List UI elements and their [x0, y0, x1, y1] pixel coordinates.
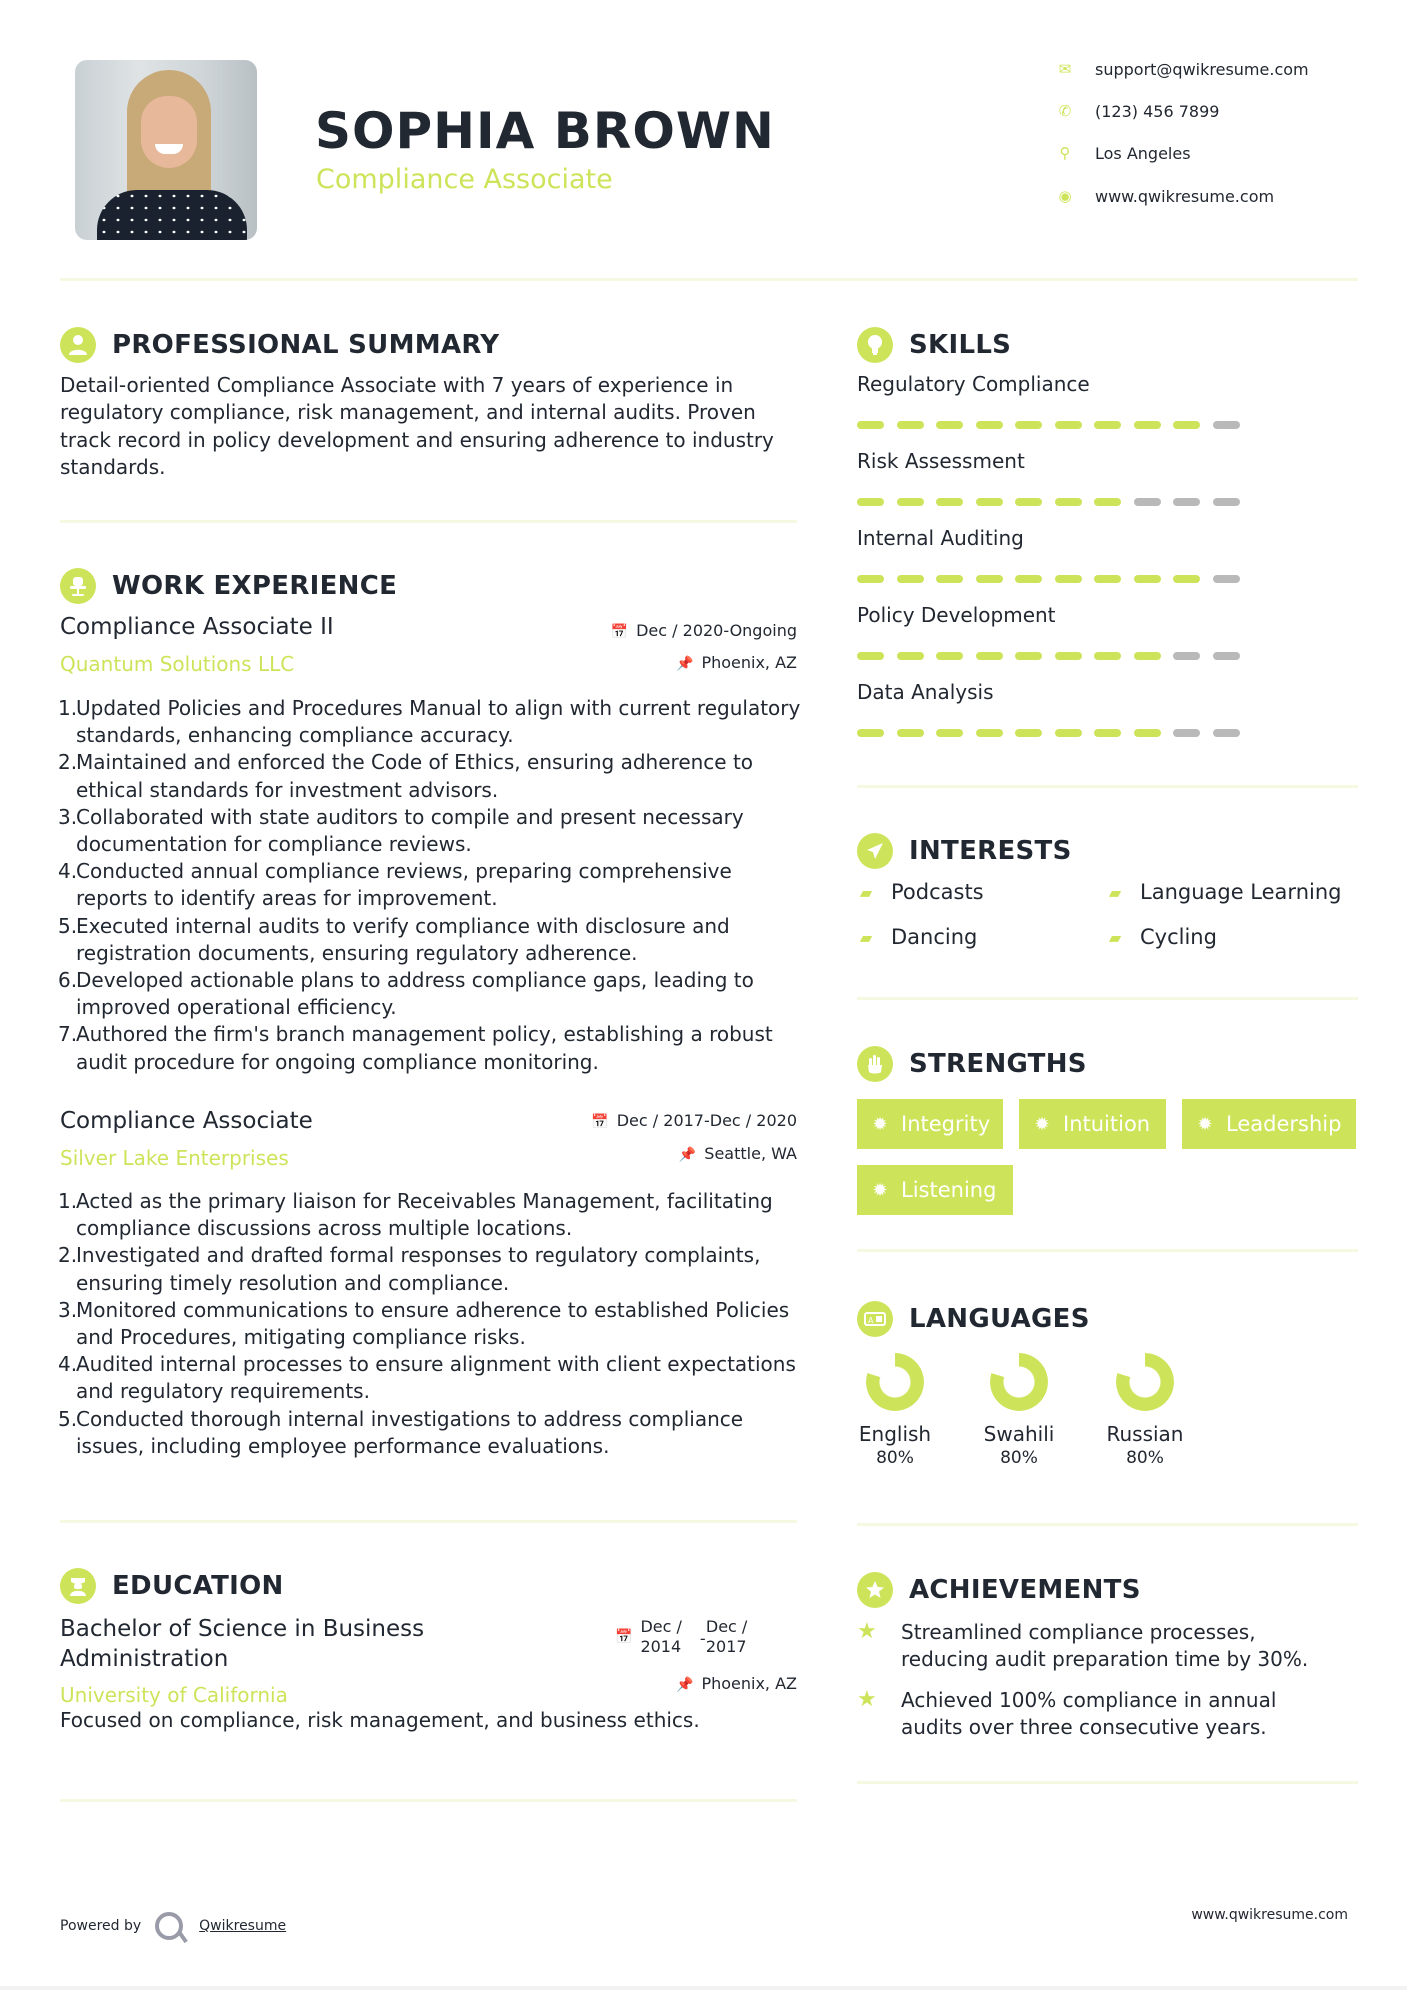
- powered-by-label: Powered by: [60, 1918, 142, 1934]
- skills-title: SKILLS: [909, 330, 1012, 360]
- language-percent: 80%: [1126, 1448, 1164, 1468]
- language-name: Russian: [1106, 1422, 1184, 1446]
- summary-title: PROFESSIONAL SUMMARY: [112, 330, 500, 360]
- education-divider: [60, 1799, 797, 1802]
- skill-dash-filled: [897, 498, 924, 506]
- language-item: [964, 1353, 1074, 1468]
- skill-dash-filled: [1015, 652, 1042, 660]
- skill-dash-filled: [857, 652, 884, 660]
- duty-item: 1. Acted as the primary liaison for Receivables Management, facilitating compliance discussions across multiple locations.: [58, 1189, 773, 1241]
- contact-location: [1054, 141, 1191, 165]
- badge-icon: ✹: [872, 1179, 888, 1201]
- pushpin-icon: 📌: [676, 1677, 694, 1693]
- skill-bar: [857, 575, 1240, 583]
- phone-icon: ✆: [1058, 102, 1072, 120]
- job-title: Compliance Associate: [60, 1108, 313, 1134]
- experience-title: WORK EXPERIENCE: [112, 571, 398, 601]
- skill-dash-filled: [857, 421, 884, 429]
- contact-phone[interactable]: [1054, 99, 1219, 123]
- education-title: EDUCATION: [112, 1571, 284, 1601]
- duty-item: 6. Developed actionable plans to address compliance gaps, leading to improved operational efficiency.: [58, 968, 754, 1020]
- skill-dash-filled: [1055, 421, 1082, 429]
- skill-dash-filled: [897, 421, 924, 429]
- degree-line-1: Bachelor of Science in Business: [60, 1616, 425, 1642]
- skill-dash-filled: [1134, 729, 1161, 737]
- translate-icon: [857, 1301, 893, 1337]
- skill-dash-empty: [1173, 729, 1200, 737]
- achievements-heading: [857, 1570, 1141, 1610]
- job-dates-text: Dec / 2017-Dec / 2020: [616, 1111, 797, 1130]
- summary-heading: [60, 325, 499, 365]
- skill-dash-empty: [1173, 498, 1200, 506]
- book-icon: ▰: [1108, 927, 1122, 947]
- graduate-icon: [60, 1568, 96, 1604]
- qwikresume-link[interactable]: Qwikresume: [199, 1918, 287, 1934]
- language-item: [1090, 1353, 1200, 1468]
- education-start: Dec / 2014: [640, 1617, 682, 1656]
- skill-dash-filled: [1134, 652, 1161, 660]
- language-progress-ring: [866, 1353, 924, 1411]
- skill-dash-filled: [936, 729, 963, 737]
- language-percent: 80%: [876, 1448, 914, 1468]
- skill-dash-filled: [976, 421, 1003, 429]
- skill-dash-filled: [1094, 652, 1121, 660]
- job-location: [679, 1144, 797, 1163]
- duty-item: 3. Monitored communications to ensure adherence to established Policies and Procedures, mitigating compliance risks.: [58, 1297, 790, 1350]
- skill-dash-empty: [1134, 498, 1161, 506]
- skill-dash-filled: [936, 575, 963, 583]
- job-dates: [591, 1111, 797, 1130]
- skill-dash-filled: [897, 652, 924, 660]
- skill-dash-filled: [1015, 575, 1042, 583]
- job-location-text: Seattle, WA: [704, 1144, 797, 1163]
- skill-dash-filled: [1055, 575, 1082, 583]
- skill-dash-filled: [936, 421, 963, 429]
- qwikresume-logo-icon: [155, 1912, 183, 1940]
- contact-email-text[interactable]: support@qwikresume.com: [1095, 59, 1309, 79]
- duty-item: 3. Collaborated with state auditors to compile and present necessary documentation for compliance reviews.: [58, 804, 744, 857]
- book-icon: ▰: [1108, 882, 1122, 902]
- skill-dash-empty: [1213, 729, 1240, 737]
- achievements-title: ACHIEVEMENTS: [909, 1575, 1141, 1605]
- job-location: [676, 653, 797, 672]
- globe-icon: ◉: [1058, 187, 1072, 205]
- job-dates: [611, 621, 797, 640]
- job-duties-list: [58, 695, 803, 1076]
- book-icon: ▰: [859, 927, 873, 947]
- language-name: English: [858, 1422, 932, 1446]
- degree-title: [60, 1614, 424, 1674]
- page-bottom-edge: [0, 1986, 1407, 1990]
- strengths-title: STRENGTHS: [909, 1049, 1087, 1079]
- contact-email[interactable]: [1054, 57, 1309, 81]
- skills-divider: [857, 785, 1358, 788]
- duty-item: 5. Conducted thorough internal investigations to address compliance issues, including employee performance evaluations.: [58, 1406, 744, 1458]
- shooting-star-icon: ★: [857, 1619, 877, 1644]
- skill-dash-filled: [936, 652, 963, 660]
- job-location-text: Phoenix, AZ: [701, 653, 797, 672]
- interest-item: ▰ Podcasts: [857, 880, 984, 904]
- candidate-name: SOPHIA BROWN: [315, 102, 775, 160]
- interests-divider: [857, 997, 1358, 1000]
- contact-website-text[interactable]: www.qwikresume.com: [1095, 186, 1275, 206]
- duty-item: 5. Executed internal audits to verify compliance with disclosure and registration documents, ensuring regulatory adherence.: [58, 913, 730, 965]
- education-description: Focused on compliance, risk management, and business ethics.: [60, 1708, 700, 1732]
- badge-icon: ✹: [1034, 1113, 1050, 1135]
- experience-divider: [60, 1520, 797, 1523]
- skill-label: Regulatory Compliance: [857, 372, 1090, 396]
- skill-dash-filled: [1094, 729, 1121, 737]
- skill-dash-filled: [976, 729, 1003, 737]
- contact-phone-text[interactable]: (123) 456 7899: [1095, 101, 1220, 121]
- skill-dash-filled: [857, 498, 884, 506]
- skill-dash-filled: [1134, 575, 1161, 583]
- paper-plane-icon: [857, 833, 893, 869]
- user-icon: [60, 327, 96, 363]
- skill-dash-filled: [1015, 421, 1042, 429]
- experience-heading: [60, 566, 397, 606]
- skills-heading: [857, 325, 1011, 365]
- language-percent: 80%: [1000, 1448, 1038, 1468]
- skill-label: Data Analysis: [857, 680, 994, 704]
- skill-dash-filled: [1055, 498, 1082, 506]
- strengths-divider: [857, 1249, 1358, 1252]
- skill-dash-empty: [1213, 652, 1240, 660]
- duty-item: 7. Authored the firm's branch management policy, establishing a robust audit procedure for ongoing compliance monitoring.: [58, 1022, 773, 1074]
- location-pin-icon: ⚲: [1059, 144, 1071, 162]
- education-end: - Dec / 2017: [699, 1617, 748, 1656]
- skill-dash-filled: [897, 575, 924, 583]
- achievement-item: ★ Achieved 100% compliance in annual audits over three consecutive years.: [857, 1687, 1277, 1739]
- education-location: [676, 1674, 797, 1693]
- powered-by: [60, 1912, 286, 1940]
- languages-divider: [857, 1523, 1358, 1526]
- company-name: Quantum Solutions LLC: [60, 652, 295, 676]
- achievement-item: ★ Streamlined compliance processes, reducing audit preparation time by 30%.: [857, 1619, 1309, 1671]
- hand-icon: [857, 1046, 893, 1082]
- photo-shirt: [97, 190, 247, 240]
- skill-bar: [857, 498, 1240, 506]
- skill-dash-filled: [1094, 421, 1121, 429]
- skill-dash-filled: [976, 498, 1003, 506]
- photo-face: [141, 96, 197, 168]
- skill-dash-empty: [1213, 498, 1240, 506]
- lightbulb-icon: [857, 327, 893, 363]
- skill-dash-filled: [1173, 575, 1200, 583]
- job-title: Compliance Associate II: [60, 614, 334, 640]
- interests-title: INTERESTS: [909, 836, 1072, 866]
- language-progress-ring: [990, 1353, 1048, 1411]
- skill-label: Risk Assessment: [857, 449, 1025, 473]
- duty-item: 4. Conducted annual compliance reviews, preparing comprehensive reports to identify areas for improvement.: [58, 859, 732, 911]
- book-icon: ▰: [859, 882, 873, 902]
- badge-icon: ✹: [1197, 1113, 1213, 1135]
- languages-heading: [857, 1299, 1090, 1339]
- skill-dash-filled: [1094, 498, 1121, 506]
- strength-chip: ✹ Listening: [857, 1165, 1013, 1215]
- interest-item: ▰ Dancing: [857, 925, 977, 949]
- strength-chip: ✹ Intuition: [1019, 1099, 1166, 1149]
- envelope-icon: ✉: [1058, 60, 1072, 78]
- briefcase-chair-icon: [60, 568, 96, 604]
- strength-chip: ✹ Leadership: [1182, 1099, 1356, 1149]
- language-name: Swahili: [983, 1422, 1055, 1446]
- summary-text: Detail-oriented Compliance Associate with 7 years of experience in regulatory compliance, risk management, and internal audits. Proven track record in policy development and ensuring adherence to industry standards.: [60, 373, 774, 479]
- star-icon: [857, 1572, 893, 1608]
- skill-dash-empty: [1213, 421, 1240, 429]
- interest-item: ▰ Language Learning: [1106, 880, 1341, 904]
- skill-dash-filled: [976, 575, 1003, 583]
- skill-label: Internal Auditing: [857, 526, 1024, 550]
- skill-dash-filled: [1055, 652, 1082, 660]
- skills-list: [857, 372, 1240, 737]
- interests-heading: [857, 831, 1072, 871]
- education-dates: [615, 1617, 747, 1657]
- contact-website[interactable]: [1054, 184, 1274, 208]
- skill-bar: [857, 729, 1240, 737]
- skill-bar: [857, 421, 1240, 429]
- footer-website-link[interactable]: www.qwikresume.com: [1191, 1907, 1348, 1923]
- degree-line-2: Administration: [60, 1646, 229, 1672]
- contact-location-text: Los Angeles: [1095, 143, 1191, 163]
- skill-dash-filled: [1015, 498, 1042, 506]
- school-name: University of California: [60, 1683, 288, 1707]
- language-item: [840, 1353, 950, 1468]
- profile-photo: [75, 60, 257, 240]
- job-duties-list: [58, 1188, 803, 1460]
- strengths-heading: [857, 1044, 1087, 1084]
- job-dates-text: Dec / 2020-Ongoing: [636, 621, 797, 640]
- skill-dash-filled: [897, 729, 924, 737]
- skill-dash-empty: [1213, 575, 1240, 583]
- skill-dash-empty: [1173, 652, 1200, 660]
- duty-item: 2. Investigated and drafted formal responses to regulatory complaints, ensuring timely resolution and compliance.: [58, 1243, 761, 1295]
- duty-item: 1. Updated Policies and Procedures Manual to align with current regulatory standards, enhancing compliance accuracy.: [58, 696, 801, 748]
- education-heading: [60, 1566, 284, 1606]
- skill-dash-filled: [1134, 421, 1161, 429]
- calendar-icon: 📅: [615, 1629, 633, 1645]
- shooting-star-icon: ★: [857, 1687, 877, 1712]
- skill-dash-filled: [1015, 729, 1042, 737]
- skill-dash-filled: [857, 729, 884, 737]
- pushpin-icon: 📌: [676, 656, 694, 672]
- skill-dash-filled: [1173, 421, 1200, 429]
- education-location-text: Phoenix, AZ: [701, 1674, 797, 1693]
- skill-dash-filled: [976, 652, 1003, 660]
- pushpin-icon: 📌: [678, 1147, 697, 1163]
- skill-dash-filled: [1094, 575, 1121, 583]
- svg-text:A: A: [868, 1316, 874, 1325]
- interest-item: ▰ Cycling: [1106, 925, 1217, 949]
- calendar-icon: 📅: [610, 624, 629, 640]
- skill-dash-filled: [936, 498, 963, 506]
- strength-chip: ✹ Integrity: [857, 1099, 1003, 1149]
- duty-item: 4. Audited internal processes to ensure alignment with client expectations and regulatory requirements.: [58, 1352, 796, 1404]
- company-name: Silver Lake Enterprises: [60, 1146, 289, 1170]
- skill-bar: [857, 652, 1240, 660]
- language-progress-ring: [1116, 1353, 1174, 1411]
- summary-divider: [60, 520, 797, 523]
- duty-item: 2. Maintained and enforced the Code of Ethics, ensuring adherence to ethical standards for investment advisors.: [58, 750, 754, 802]
- candidate-role: Compliance Associate: [316, 164, 613, 195]
- calendar-icon: 📅: [591, 1114, 609, 1130]
- skill-dash-filled: [857, 575, 884, 583]
- skill-dash-filled: [1055, 729, 1082, 737]
- header-divider: [60, 278, 1358, 281]
- badge-icon: ✹: [872, 1113, 888, 1135]
- languages-title: LANGUAGES: [909, 1304, 1090, 1334]
- achievements-divider: [857, 1781, 1358, 1784]
- skill-label: Policy Development: [857, 603, 1056, 627]
